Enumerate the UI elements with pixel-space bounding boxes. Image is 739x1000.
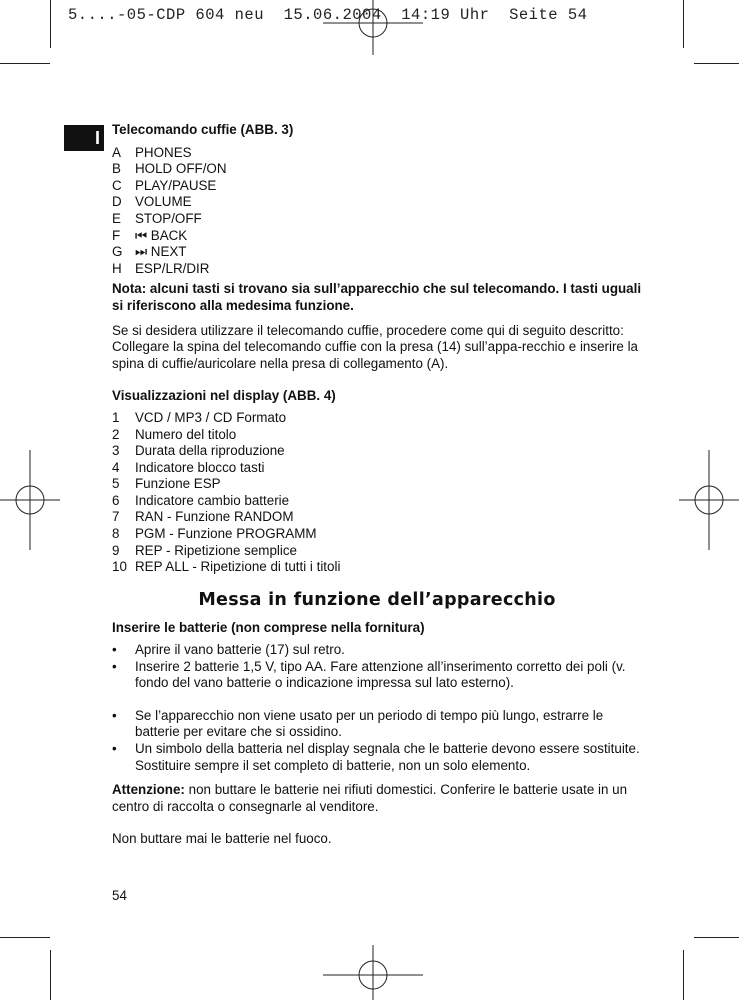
print-header: 5....-05-CDP 604 neu 15.06.2004 14:19 Uhr Seite 54 <box>68 6 588 24</box>
bullet-icon: • <box>112 642 117 658</box>
registration-mark-right <box>679 450 739 550</box>
bullet-icon: • <box>112 658 117 674</box>
page-content <box>112 122 642 848</box>
remote-key-item <box>112 161 642 178</box>
display-indicator-item <box>112 460 642 477</box>
remote-key-item <box>112 194 642 211</box>
crop-mark <box>694 937 739 938</box>
remote-key-item <box>112 244 642 261</box>
remote-key-item-label: ⏮ BACK <box>135 227 188 243</box>
display-indicator-item <box>112 443 642 460</box>
remote-key-item-key: A <box>112 144 121 160</box>
remote-key-item-key: C <box>112 177 122 193</box>
remote-key-item <box>112 211 642 228</box>
display-indicator-item-key: 8 <box>112 526 120 542</box>
batteries-bullets-a <box>112 642 642 692</box>
crop-mark <box>50 0 51 48</box>
display-indicator-item <box>112 559 642 576</box>
display-indicator-item-key: 4 <box>112 459 120 475</box>
display-indicator-item <box>112 476 642 493</box>
crop-mark <box>50 950 51 1000</box>
bullet-text: Aprire il vano batterie (17) sul retro. <box>135 642 345 658</box>
remote-key-item-key: B <box>112 161 121 177</box>
crop-mark <box>683 0 684 48</box>
bullet-item <box>112 642 642 659</box>
crop-mark <box>694 63 739 64</box>
display-indicator-item-key: 9 <box>112 542 120 558</box>
main-section-title: Messa in funzione dell’apparecchio <box>198 589 556 610</box>
remote-body: Se si desidera utilizzare il telecomando cuffie, procedere come qui di seguito descritto: Collegare la spina del telecomando cuffie con la presa (14) sull’appa-recchio e inserire la spina di cuffie/auricolare nella presa di collegamento (A). <box>112 322 639 371</box>
registration-mark-top <box>323 0 423 55</box>
bullet-item <box>112 741 642 774</box>
bullet-text: Se l’apparecchio non viene usato per un periodo di tempo più lungo, estrarre le batterie per evitare che si ossidino. <box>135 707 604 740</box>
display-indicator-item <box>112 509 642 526</box>
language-tab: I <box>64 125 104 151</box>
display-indicator-item-label: REP ALL - Ripetizione di tutti i titoli <box>135 559 341 575</box>
page-number: 54 <box>112 888 127 903</box>
batteries-bullets-b <box>112 708 642 774</box>
display-indicator-item-label: Numero del titolo <box>135 426 237 442</box>
remote-key-item-label: PLAY/PAUSE <box>135 177 217 193</box>
remote-note: Nota: alcuni tasti si trovano sia sull’apparecchio che sul telecomando. I tasti uguali si riferiscono alla medesima funzione. <box>112 281 642 313</box>
display-section-title: Visualizzazioni nel display (ABB. 4) <box>112 388 336 404</box>
remote-key-item-key: D <box>112 194 122 210</box>
remote-key-item-key: G <box>112 244 123 260</box>
display-indicator-item <box>112 427 642 444</box>
remote-key-item <box>112 261 642 278</box>
display-indicator-item-label: Funzione ESP <box>135 476 221 492</box>
display-indicator-item-key: 3 <box>112 443 120 459</box>
bullet-text: Un simbolo della batteria nel display segnala che le batterie devono essere sostituite. Sostituire sempre il set completo di batterie, non un solo elemento. <box>135 741 640 773</box>
display-indicator-item-key: 2 <box>112 426 120 442</box>
display-indicator-item <box>112 493 642 510</box>
display-indicator-item-label: PGM - Funzione PROGRAMM <box>135 526 317 542</box>
display-indicator-item-label: VCD / MP3 / CD Formato <box>135 409 287 425</box>
display-indicator-item <box>112 543 642 560</box>
remote-key-item <box>112 228 642 245</box>
remote-key-item-label: ⏭ NEXT <box>135 244 187 260</box>
display-indicator-item <box>112 526 642 543</box>
crop-mark <box>0 937 50 938</box>
registration-mark-left <box>0 450 60 550</box>
warning-text: non buttare le batterie nei rifiuti domestici. Conferire le batterie usate in un centro di raccolta o consegnarle al venditore. <box>112 782 628 814</box>
display-indicator-item-key: 1 <box>112 409 120 425</box>
fire-warning: Non buttare mai le batterie nel fuoco. <box>112 831 332 847</box>
display-indicator-item-key: 5 <box>112 476 120 492</box>
display-indicator-item-label: Indicatore blocco tasti <box>135 459 265 475</box>
remote-key-item-key: E <box>112 210 121 226</box>
warning-label: Attenzione: <box>112 782 185 798</box>
remote-key-item-key: H <box>112 260 122 276</box>
bullet-icon: • <box>112 741 117 756</box>
display-indicator-item-label: REP - Ripetizione semplice <box>135 542 297 558</box>
bullet-text: Inserire 2 batterie 1,5 V, tipo AA. Fare attenzione all’inserimento corretto dei poli (v. fondo del vano batterie o indicazione impressa sul lato esterno). <box>135 658 626 691</box>
remote-key-item <box>112 145 642 162</box>
remote-section-title: Telecomando cuffie (ABB. 3) <box>112 122 294 137</box>
bullet-item <box>112 659 642 692</box>
registration-mark-bottom <box>323 945 423 1000</box>
remote-key-list <box>112 145 642 278</box>
remote-key-item-label: HOLD OFF/ON <box>135 161 227 177</box>
display-indicator-item-label: Durata della riproduzione <box>135 443 285 459</box>
display-list <box>112 410 642 576</box>
crop-mark <box>683 950 684 1000</box>
warning-paragraph <box>112 782 642 815</box>
remote-key-item-label: ESP/LR/DIR <box>135 260 210 276</box>
remote-key-item-label: VOLUME <box>135 194 192 210</box>
display-indicator-item-label: Indicatore cambio batterie <box>135 492 290 508</box>
batteries-section-title: Inserire le batterie (non comprese nella fornitura) <box>112 620 425 636</box>
remote-key-item-label: PHONES <box>135 144 192 160</box>
remote-key-item-label: STOP/OFF <box>135 210 202 226</box>
remote-key-item-key: F <box>112 227 121 243</box>
bullet-item <box>112 708 642 741</box>
crop-mark <box>0 63 50 64</box>
remote-key-item <box>112 178 642 195</box>
display-indicator-item-key: 7 <box>112 509 120 525</box>
display-indicator-item-label: RAN - Funzione RANDOM <box>135 509 294 525</box>
display-indicator-item-key: 10 <box>112 559 127 575</box>
bullet-icon: • <box>112 707 117 723</box>
display-indicator-item <box>112 410 642 427</box>
display-indicator-item-key: 6 <box>112 492 120 508</box>
